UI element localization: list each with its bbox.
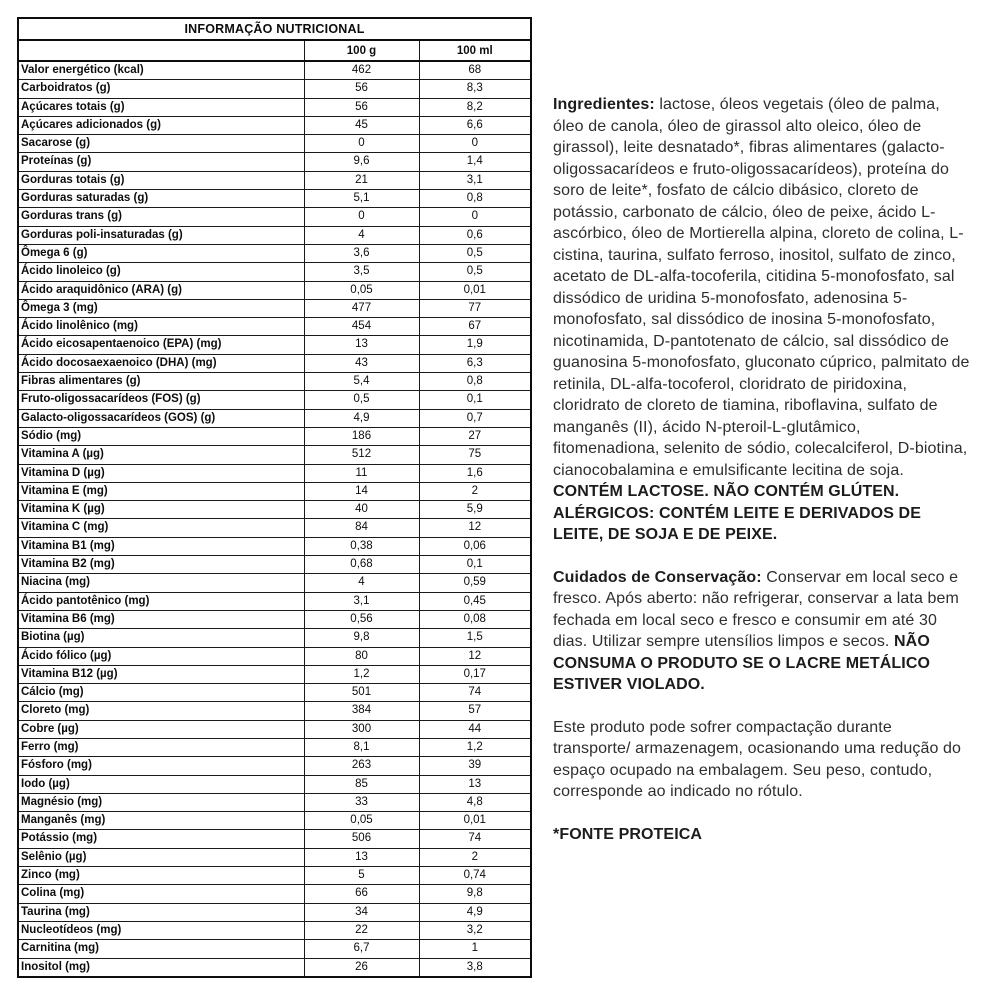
- nutrient-value-100g: 13: [304, 848, 419, 866]
- table-row: [18, 647, 531, 665]
- nutrient-value-100g: 454: [304, 318, 419, 336]
- table-row: [18, 684, 531, 702]
- nutrient-label: Ácido docosaexaenoico (DHA) (mg): [18, 354, 304, 372]
- table-row: [18, 519, 531, 537]
- nutrient-value-100ml: 3,1: [419, 171, 531, 189]
- nutrient-value-100ml: 6,3: [419, 354, 531, 372]
- nutrient-value-100ml: 0,74: [419, 867, 531, 885]
- table-row: [18, 409, 531, 427]
- table-row: [18, 757, 531, 775]
- nutrient-value-100ml: 74: [419, 830, 531, 848]
- table-title-row: [18, 18, 531, 40]
- nutrient-label: Vitamina B6 (mg): [18, 610, 304, 628]
- table-row: [18, 629, 531, 647]
- nutrient-label: Cálcio (mg): [18, 684, 304, 702]
- nutrient-label: Nucleotídeos (mg): [18, 921, 304, 939]
- nutrient-value-100g: 43: [304, 354, 419, 372]
- nutrient-value-100ml: 13: [419, 775, 531, 793]
- nutrient-value-100ml: 1: [419, 940, 531, 958]
- nutrient-value-100g: 3,6: [304, 244, 419, 262]
- nutrient-label: Fibras alimentares (g): [18, 373, 304, 391]
- nutrient-value-100ml: 67: [419, 318, 531, 336]
- nutrient-value-100g: 186: [304, 427, 419, 445]
- nutrient-value-100ml: 0,59: [419, 574, 531, 592]
- table-row: [18, 171, 531, 189]
- nutrient-value-100ml: 5,9: [419, 501, 531, 519]
- table-row: [18, 921, 531, 939]
- info-paragraph: [553, 567, 971, 696]
- column-header-100ml: 100 ml: [419, 40, 531, 61]
- nutrient-label: Gorduras saturadas (g): [18, 190, 304, 208]
- nutrient-value-100g: 45: [304, 116, 419, 134]
- nutrient-label: Zinco (mg): [18, 867, 304, 885]
- nutrient-label: Inositol (mg): [18, 958, 304, 977]
- nutrient-value-100g: 4: [304, 226, 419, 244]
- table-row: [18, 135, 531, 153]
- info-text: Este produto pode sofrer compactação durante transporte/ armazenagem, ocasionando uma redução do espaço ocupado na embalagem. Seu peso, contudo, corresponde ao indicado no rótulo.: [553, 718, 962, 800]
- nutrient-value-100g: 4,9: [304, 409, 419, 427]
- nutrition-table: [17, 17, 532, 978]
- table-row: [18, 263, 531, 281]
- nutrient-value-100ml: 0,6: [419, 226, 531, 244]
- nutrient-value-100ml: 4,8: [419, 793, 531, 811]
- nutrient-label: Cloreto (mg): [18, 702, 304, 720]
- table-row: [18, 464, 531, 482]
- nutrient-value-100ml: 0,17: [419, 665, 531, 683]
- table-row: [18, 61, 531, 80]
- nutrient-value-100g: 56: [304, 80, 419, 98]
- nutrient-label: Sacarose (g): [18, 135, 304, 153]
- nutrient-value-100g: 0,56: [304, 610, 419, 628]
- table-row: [18, 501, 531, 519]
- nutrient-label: Ácido eicosapentaenoico (EPA) (mg): [18, 336, 304, 354]
- info-text-bold: *FONTE PROTEICA: [553, 825, 703, 843]
- nutrient-label: Vitamina B2 (mg): [18, 556, 304, 574]
- nutrient-value-100g: 8,1: [304, 738, 419, 756]
- nutrient-label: Carboidratos (g): [18, 80, 304, 98]
- nutrient-value-100g: 0,68: [304, 556, 419, 574]
- nutrient-value-100ml: 0,8: [419, 190, 531, 208]
- nutrient-value-100ml: 0,5: [419, 263, 531, 281]
- nutrient-label: Galacto-oligossacarídeos (GOS) (g): [18, 409, 304, 427]
- table-row: [18, 446, 531, 464]
- nutrient-label: Gorduras trans (g): [18, 208, 304, 226]
- table-row: [18, 226, 531, 244]
- table-row: [18, 373, 531, 391]
- table-row: [18, 940, 531, 958]
- table-row: [18, 830, 531, 848]
- nutrient-value-100ml: 0,5: [419, 244, 531, 262]
- info-text-bold: NÃO CONSUMA O PRODUTO SE O LACRE METÁLICO ESTIVER VIOLADO.: [553, 633, 931, 693]
- nutrient-value-100ml: 0,8: [419, 373, 531, 391]
- nutrient-label: Ácido araquidônico (ARA) (g): [18, 281, 304, 299]
- nutrient-label: Gorduras totais (g): [18, 171, 304, 189]
- nutrient-value-100ml: 1,9: [419, 336, 531, 354]
- nutrient-label: Açúcares adicionados (g): [18, 116, 304, 134]
- info-panel: [553, 94, 971, 866]
- table-row: [18, 848, 531, 866]
- nutrient-value-100g: 84: [304, 519, 419, 537]
- nutrient-label: Fruto-oligossacarídeos (FOS) (g): [18, 391, 304, 409]
- nutrient-value-100g: 9,6: [304, 153, 419, 171]
- nutrient-label: Ferro (mg): [18, 738, 304, 756]
- nutrient-label: Vitamina A (µg): [18, 446, 304, 464]
- nutrient-value-100g: 1,2: [304, 665, 419, 683]
- info-text-bold: Cuidados de Conservação:: [553, 568, 767, 586]
- nutrient-value-100ml: 6,6: [419, 116, 531, 134]
- table-row: [18, 208, 531, 226]
- nutrient-value-100g: 0,05: [304, 812, 419, 830]
- nutrient-value-100g: 300: [304, 720, 419, 738]
- table-row: [18, 793, 531, 811]
- nutrient-value-100ml: 0,06: [419, 537, 531, 555]
- nutrient-label: Cobre (µg): [18, 720, 304, 738]
- nutrient-label: Magnésio (mg): [18, 793, 304, 811]
- table-row: [18, 482, 531, 500]
- table-row: [18, 318, 531, 336]
- nutrient-value-100g: 263: [304, 757, 419, 775]
- nutrient-value-100g: 0,38: [304, 537, 419, 555]
- info-paragraph: [553, 717, 971, 803]
- table-row: [18, 775, 531, 793]
- nutrient-label: Vitamina K (µg): [18, 501, 304, 519]
- nutrient-value-100g: 40: [304, 501, 419, 519]
- nutrient-value-100g: 21: [304, 171, 419, 189]
- info-text-bold: CONTÉM LACTOSE. NÃO CONTÉM GLÚTEN. ALÉRGICOS: CONTÉM LEITE E DERIVADOS DE LEITE, DE SOJA E DE PEIXE.: [553, 483, 921, 543]
- table-row: [18, 116, 531, 134]
- nutrient-value-100ml: 12: [419, 647, 531, 665]
- table-row: [18, 281, 531, 299]
- nutrient-value-100ml: 1,4: [419, 153, 531, 171]
- nutrient-label: Sódio (mg): [18, 427, 304, 445]
- table-row: [18, 903, 531, 921]
- nutrient-value-100ml: 0,01: [419, 812, 531, 830]
- nutrient-label: Niacina (mg): [18, 574, 304, 592]
- nutrient-value-100ml: 44: [419, 720, 531, 738]
- nutrient-value-100ml: 0,7: [419, 409, 531, 427]
- table-row: [18, 427, 531, 445]
- nutrient-value-100ml: 0: [419, 208, 531, 226]
- nutrient-value-100g: 14: [304, 482, 419, 500]
- nutrient-label: Vitamina B12 (µg): [18, 665, 304, 683]
- nutrient-value-100g: 501: [304, 684, 419, 702]
- nutrient-value-100ml: 3,8: [419, 958, 531, 977]
- nutrient-value-100g: 0,5: [304, 391, 419, 409]
- nutrient-label: Vitamina E (mg): [18, 482, 304, 500]
- nutrient-value-100ml: 75: [419, 446, 531, 464]
- nutrient-label: Fósforo (mg): [18, 757, 304, 775]
- info-text: lactose, óleos vegetais (óleo de palma, óleo de canola, óleo de girassol alto oleico, óleo de girassol), leite desnatado*, fibras alimentares (galacto-oligossacarídeos e fruto-oligossacarídeos), proteína do soro de leite*, fosfato de cálcio dibásico, cloreto de potássio, carbonato de cálcio, óleo de peixe, ácido L-ascórbico, óleo de Mortierella alpina, cloreto de colina, L-cistina, taurina, sulfato ferroso, inositol, sulfato de zinco, acetato de DL-alfa-tocoferila, citidina 5-monofosfato, sal dissódico de uridina 5-monofosfato, adenosina 5-monofosfato, sal dissódico de inosina 5-monofosfato, nicotinamida, D-pantotenato de cálcio, sal dissódico de guanosina 5-monofosfato, gluconato cúprico, palmitato de retinila, DL-alfa-tocoferol, cloridrato de piridoxina, cloridrato de cloreto de tiamina, riboflavina, sulfato de manganês (II), ácido N-pteroil-L-glutâmico, fitomenadiona, selenito de sódio, colecalciferol, D-biotina, cianocobalamina e emulsificante lecitina de soja.: [553, 96, 970, 479]
- table-row: [18, 354, 531, 372]
- nutrient-value-100g: 34: [304, 903, 419, 921]
- table-row: [18, 885, 531, 903]
- nutrient-value-100ml: 2: [419, 848, 531, 866]
- nutrient-label: Iodo (µg): [18, 775, 304, 793]
- nutrient-value-100g: 66: [304, 885, 419, 903]
- nutrient-label: Ácido pantotênico (mg): [18, 592, 304, 610]
- nutrient-label: Vitamina D (µg): [18, 464, 304, 482]
- nutrient-label: Ácido linoleico (g): [18, 263, 304, 281]
- info-paragraph: [553, 94, 971, 546]
- nutrient-label: Proteínas (g): [18, 153, 304, 171]
- nutrient-value-100ml: 1,5: [419, 629, 531, 647]
- table-row: [18, 80, 531, 98]
- nutrient-value-100g: 80: [304, 647, 419, 665]
- nutrient-label: Ômega 3 (mg): [18, 299, 304, 317]
- nutrient-label: Potássio (mg): [18, 830, 304, 848]
- nutrient-value-100g: 13: [304, 336, 419, 354]
- nutrient-label: Ômega 6 (g): [18, 244, 304, 262]
- table-row: [18, 610, 531, 628]
- nutrient-value-100ml: 39: [419, 757, 531, 775]
- nutrient-value-100g: 85: [304, 775, 419, 793]
- nutrient-label: Carnitina (mg): [18, 940, 304, 958]
- nutrient-value-100ml: 0: [419, 135, 531, 153]
- nutrient-value-100ml: 0,1: [419, 556, 531, 574]
- table-row: [18, 867, 531, 885]
- nutrient-value-100ml: 0,08: [419, 610, 531, 628]
- table-unit-header-row: [18, 40, 531, 61]
- nutrient-label: Gorduras poli-insaturadas (g): [18, 226, 304, 244]
- nutrient-label: Ácido fólico (µg): [18, 647, 304, 665]
- column-header-100g: 100 g: [304, 40, 419, 61]
- nutrient-value-100g: 33: [304, 793, 419, 811]
- table-row: [18, 592, 531, 610]
- table-row: [18, 537, 531, 555]
- info-text: Conservar em local seco e fresco. Após aberto: não refrigerar, conservar a lata bem fechada em local seco e fresco e consumir em até 30 dias. Utilizar sempre utensílios limpos e secos.: [553, 568, 959, 650]
- table-row: [18, 336, 531, 354]
- nutrient-value-100g: 512: [304, 446, 419, 464]
- table-row: [18, 299, 531, 317]
- table-row: [18, 812, 531, 830]
- column-header-empty: [18, 40, 304, 61]
- nutrient-value-100ml: 57: [419, 702, 531, 720]
- table-row: [18, 153, 531, 171]
- nutrient-label: Taurina (mg): [18, 903, 304, 921]
- table-body: [18, 61, 531, 977]
- table-row: [18, 244, 531, 262]
- table-row: [18, 391, 531, 409]
- nutrient-value-100g: 5: [304, 867, 419, 885]
- nutrient-value-100g: 9,8: [304, 629, 419, 647]
- nutrient-value-100ml: 12: [419, 519, 531, 537]
- table-row: [18, 574, 531, 592]
- table-row: [18, 190, 531, 208]
- nutrient-label: Manganês (mg): [18, 812, 304, 830]
- nutrient-value-100g: 3,1: [304, 592, 419, 610]
- nutrient-value-100g: 462: [304, 61, 419, 80]
- table-row: [18, 98, 531, 116]
- nutrient-label: Ácido linolênico (mg): [18, 318, 304, 336]
- nutrient-value-100g: 477: [304, 299, 419, 317]
- table-row: [18, 556, 531, 574]
- nutrient-value-100ml: 0,1: [419, 391, 531, 409]
- nutrient-label: Selênio (µg): [18, 848, 304, 866]
- nutrient-value-100g: 384: [304, 702, 419, 720]
- nutrient-value-100g: 22: [304, 921, 419, 939]
- nutrient-value-100g: 4: [304, 574, 419, 592]
- nutrient-label: Biotina (µg): [18, 629, 304, 647]
- nutrient-value-100ml: 1,6: [419, 464, 531, 482]
- nutrient-label: Valor energético (kcal): [18, 61, 304, 80]
- nutrient-value-100ml: 77: [419, 299, 531, 317]
- nutrient-value-100ml: 8,3: [419, 80, 531, 98]
- nutrient-value-100ml: 0,01: [419, 281, 531, 299]
- nutrient-value-100g: 11: [304, 464, 419, 482]
- nutrient-value-100ml: 1,2: [419, 738, 531, 756]
- nutrient-label: Colina (mg): [18, 885, 304, 903]
- nutrient-value-100g: 0: [304, 208, 419, 226]
- nutrient-value-100g: 5,4: [304, 373, 419, 391]
- table-row: [18, 665, 531, 683]
- nutrient-value-100ml: 0,45: [419, 592, 531, 610]
- nutrient-value-100ml: 2: [419, 482, 531, 500]
- table-row: [18, 720, 531, 738]
- nutrient-value-100ml: 68: [419, 61, 531, 80]
- nutrient-value-100ml: 3,2: [419, 921, 531, 939]
- nutrient-value-100g: 3,5: [304, 263, 419, 281]
- nutrient-value-100g: 6,7: [304, 940, 419, 958]
- nutrient-value-100ml: 74: [419, 684, 531, 702]
- nutrient-label: Vitamina B1 (mg): [18, 537, 304, 555]
- nutrient-value-100g: 26: [304, 958, 419, 977]
- nutrient-value-100g: 5,1: [304, 190, 419, 208]
- nutrient-value-100g: 0,05: [304, 281, 419, 299]
- nutrient-value-100g: 56: [304, 98, 419, 116]
- nutrient-label: Açúcares totais (g): [18, 98, 304, 116]
- info-text-bold: Ingredientes:: [553, 96, 660, 113]
- table-row: [18, 738, 531, 756]
- table-title: INFORMAÇÃO NUTRICIONAL: [18, 18, 531, 40]
- table-row: [18, 958, 531, 977]
- nutrient-value-100g: 506: [304, 830, 419, 848]
- nutrient-value-100g: 0: [304, 135, 419, 153]
- table-row: [18, 702, 531, 720]
- nutrient-value-100ml: 4,9: [419, 903, 531, 921]
- nutrient-value-100ml: 9,8: [419, 885, 531, 903]
- info-paragraph: [553, 824, 971, 846]
- nutrient-label: Vitamina C (mg): [18, 519, 304, 537]
- nutrient-value-100ml: 27: [419, 427, 531, 445]
- nutrient-value-100ml: 8,2: [419, 98, 531, 116]
